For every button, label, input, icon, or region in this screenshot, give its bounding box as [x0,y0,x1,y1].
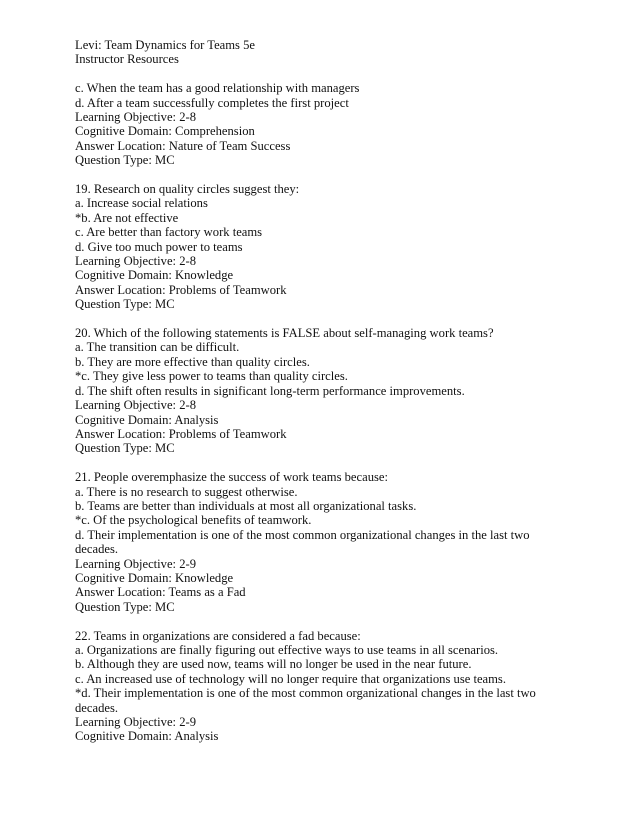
question-stem: 20. Which of the following statements is FALSE about self-managing work teams? [75,326,494,341]
cognitive-domain: Cognitive Domain: Knowledge [75,570,234,585]
answer-location: Answer Location: Teams as a Fad [75,585,246,600]
answer-option: d. Their implementation is one of the most common organizational changes in the last two decades. [75,527,530,557]
answer-option-correct: *c. Of the psychological benefits of teamwork. [75,513,312,528]
document-title: Levi: Team Dynamics for Teams 5e [75,38,255,52]
question-21 [75,470,598,614]
question-20 [75,326,598,456]
document-subtitle: Instructor Resources [75,52,179,67]
learning-objective: Learning Objective: 2-8 [75,110,196,125]
question-22 [75,629,598,744]
learning-objective: Learning Objective: 2-9 [75,556,196,571]
answer-option: c. When the team has a good relationship with managers [75,81,360,96]
cognitive-domain: Cognitive Domain: Comprehension [75,124,255,139]
answer-option: c. Are better than factory work teams [75,225,263,240]
answer-option: a. There is no research to suggest otherwise. [75,484,298,499]
answer-option: a. The transition can be difficult. [75,340,240,355]
answer-option: a. Increase social relations [75,196,208,211]
answer-option: d. Give too much power to teams [75,239,243,254]
learning-objective: Learning Objective: 2-8 [75,398,196,413]
question-stem: 22. Teams in organizations are considered a fad because: [75,628,361,643]
answer-location: Answer Location: Problems of Teamwork [75,426,287,441]
question-18-continuation [75,81,598,167]
answer-location: Answer Location: Nature of Team Success [75,138,291,153]
question-19 [75,182,598,312]
cognitive-domain: Cognitive Domain: Analysis [75,412,219,427]
answer-option-correct: *d. Their implementation is one of the most common organizational changes in the last two decades. [75,686,536,715]
answer-location: Answer Location: Problems of Teamwork [75,282,287,297]
answer-option: b. Teams are better than individuals at most all organizational tasks. [75,498,417,513]
answer-option-correct: *c. They give less power to teams than quality circles. [75,369,348,384]
question-type: Question Type: MC [75,297,175,312]
answer-option: c. An increased use of technology will no longer require that organizations use teams. [75,671,506,686]
question-type: Question Type: MC [75,599,175,614]
question-stem: 21. People overemphasize the success of work teams because: [75,470,388,485]
answer-option: b. They are more effective than quality circles. [75,354,310,369]
question-type: Question Type: MC [75,441,175,456]
question-stem: 19. Research on quality circles suggest they: [75,182,300,197]
learning-objective: Learning Objective: 2-9 [75,715,196,730]
learning-objective: Learning Objective: 2-8 [75,254,196,269]
answer-option: d. After a team successfully completes the first project [75,95,349,110]
answer-option-correct: *b. Are not effective [75,210,179,225]
answer-option: a. Organizations are finally figuring out effective ways to use teams in all scenarios. [75,642,499,657]
cognitive-domain: Cognitive Domain: Analysis [75,729,219,744]
document-header [75,38,598,67]
answer-option: d. The shift often results in significant long-term performance improvements. [75,383,465,398]
question-type: Question Type: MC [75,153,175,168]
answer-option: b. Although they are used now, teams will no longer be used in the near future. [75,657,472,672]
cognitive-domain: Cognitive Domain: Knowledge [75,268,234,283]
